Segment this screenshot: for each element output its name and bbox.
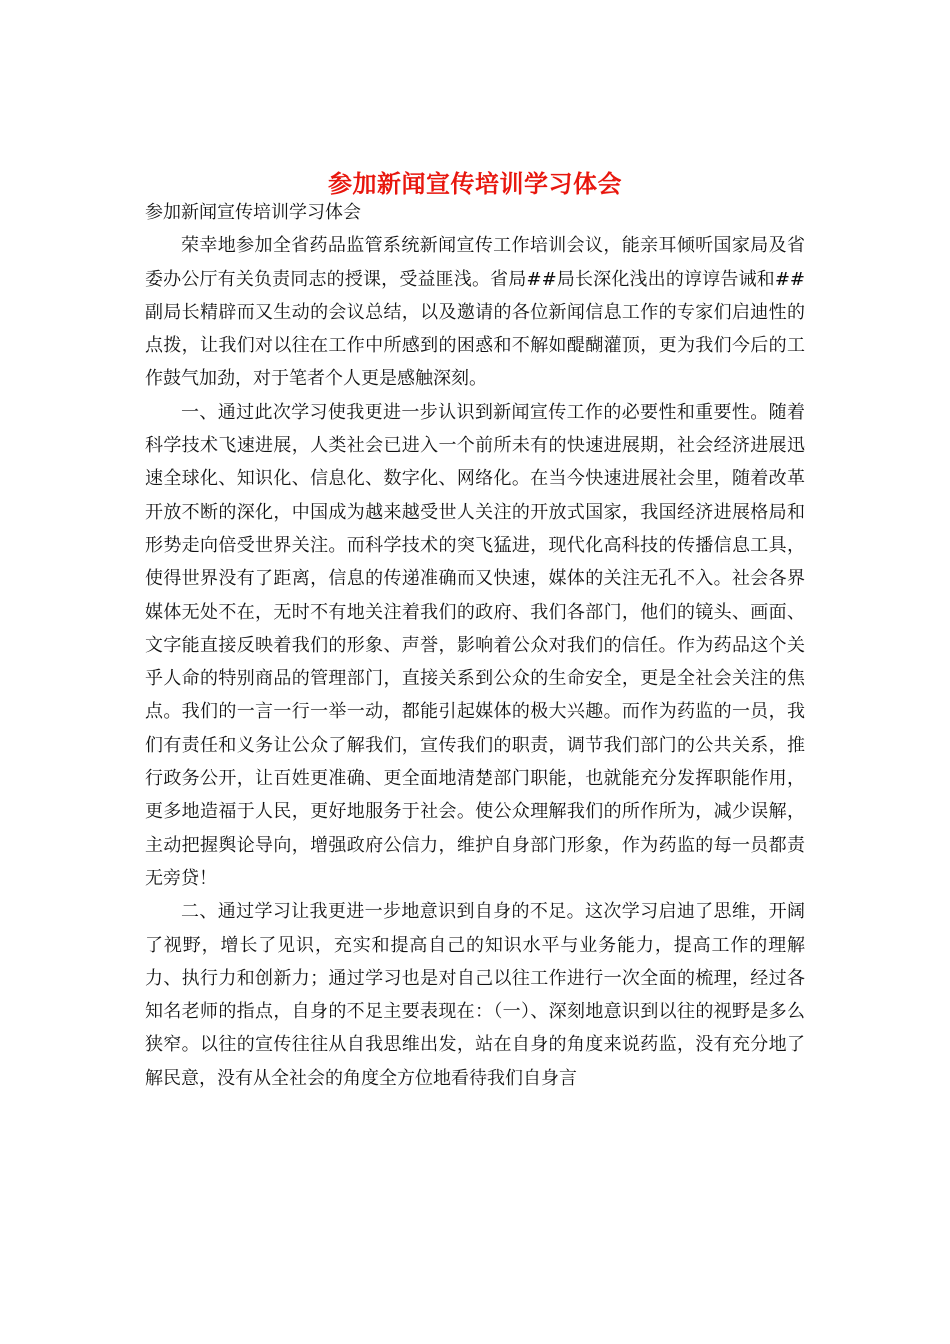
paragraph-section-one: 一、通过此次学习使我更进一步认识到新闻宣传工作的必要性和重要性。随着科学技术飞速进展，人类社会已进入一个前所未有的快速进展期，社会经济进展迅速全球化、知识化、信息化、数字化、网络化。在当今快速进展社会里，随着改革开放不断的深化，中国成为越来越受世人关注的开放式国家，我国经济进展格局和形势走向倍受世界关注。而科学技术的突飞猛进，现代化高科技的传播信息工具，使得世界没有了距离，信息的传递准确而又快速，媒体的关注无孔不入。社会各界媒体无处不在，无时不有地关注着我们的政府、我们各部门，他们的镜头、画面、文字能直接反映着我们的形象、声誉，影响着公众对我们的信任。作为药品这个关乎人命的特别商品的管理部门，直接关系到公众的生命安全，更是全社会关注的焦点。我们的一言一行一举一动，都能引起媒体的极大兴趣。而作为药监的一员，我们有责任和义务让公众了解我们，宣传我们的职责，调节我们部门的公共关系，推行政务公开，让百姓更准确、更全面地清楚部门职能，也就能充分发挥职能作用，更多地造福于人民，更好地服务于社会。使公众理解我们的所作所为，减少误解，主动把握舆论导向，增强政府公信力，维护自身部门形象，作为药监的每一员都责无旁贷！ — [145, 401, 805, 889]
document-title: 参加新闻宣传培训学习体会 — [328, 169, 622, 199]
paragraph-section-two: 二、通过学习让我更进一步地意识到自身的不足。这次学习启迪了思维，开阔了视野，增长了见识，充实和提高自己的知识水平与业务能力，提高工作的理解力、执行力和创新力；通过学习也是对自己以往工作进行一次全面的梳理，经过各知名老师的指点，自身的不足主要表现在：（一）、深刻地意识到以往的视野是多么狭窄。以往的宣传往往从自我思维出发，站在自身的角度来说药监，没有充分地了解民意，没有从全社会的角度全方位地看待我们自身言 — [145, 901, 805, 1089]
paragraph-intro: 荣幸地参加全省药品监管系统新闻宣传工作培训会议，能亲耳倾听国家局及省委办公厅有关负责同志的授课，受益匪浅。省局##局长深化浅出的谆谆告诫和##副局长精辟而又生动的会议总结，以及邀请的各位新闻信息工作的专家们启迪性的点拨，让我们对以往在工作中所感到的困惑和不解如醍醐灌顶，更为我们今后的工作鼓气加劲，对于笔者个人更是感触深刻。 — [145, 235, 805, 390]
document-subtitle: 参加新闻宣传培训学习体会 — [145, 202, 361, 223]
document-body — [145, 196, 805, 1095]
